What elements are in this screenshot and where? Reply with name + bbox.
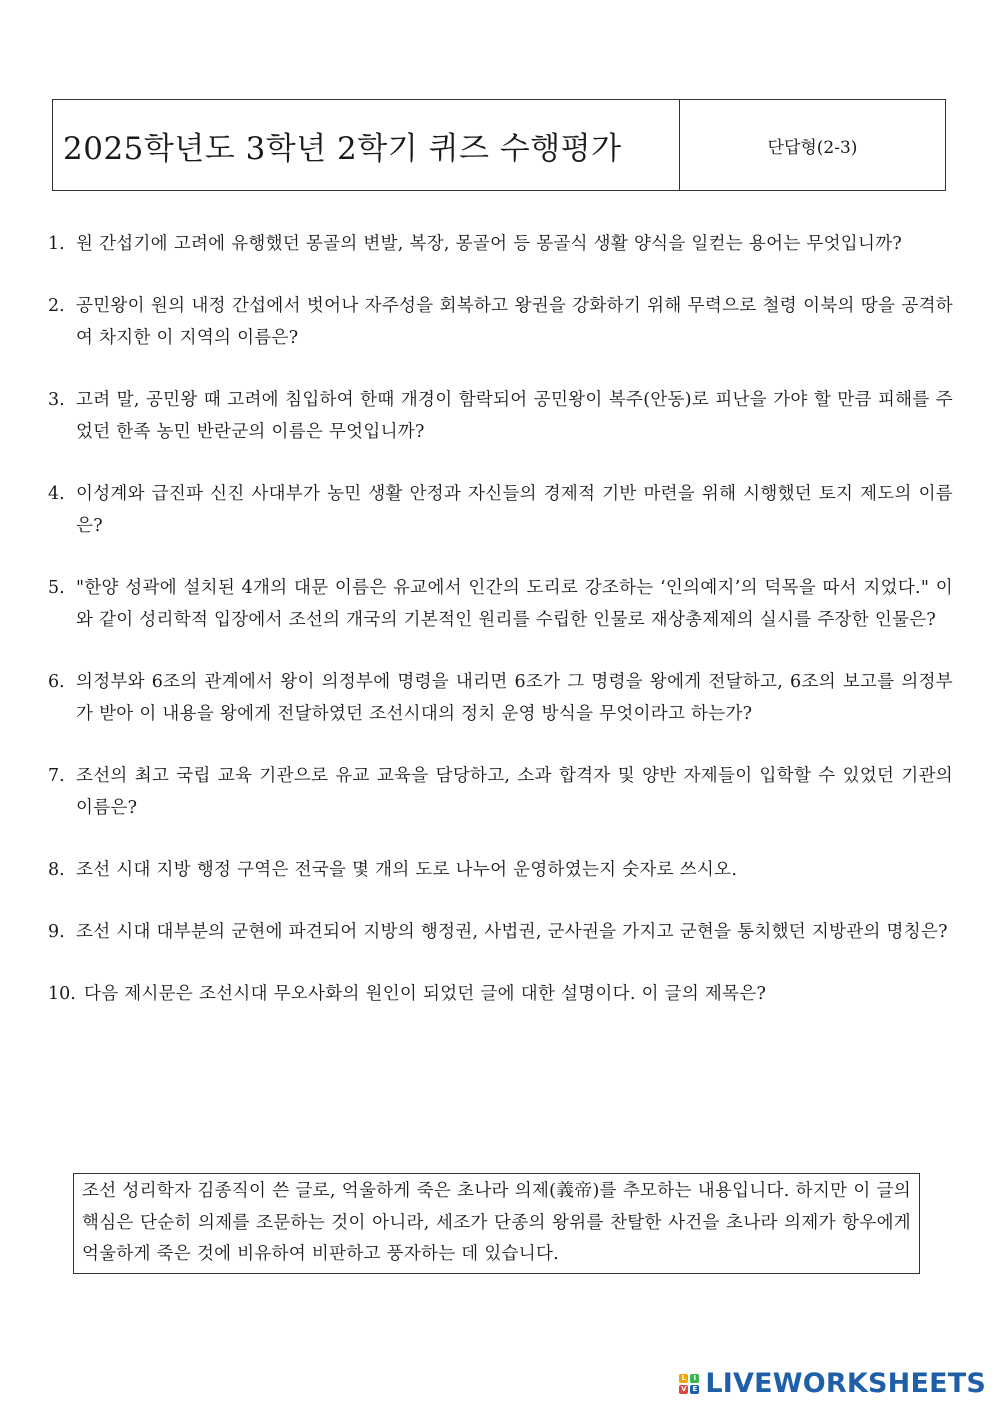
- question-number: 2.: [48, 296, 65, 316]
- question-text: 의정부와 6조의 관계에서 왕이 의정부에 명령을 내리면 6조가 그 명령을 왕에게 전달하고, 6조의 보고를 의정부가 받아 이 내용을 왕에게 전달하였던 조선시대의 정치 운영 방식을 무엇이라고 하는가?: [76, 672, 953, 724]
- question-10: [48, 978, 953, 1010]
- logo-mark-icon: [679, 1374, 699, 1394]
- question-number: 7.: [48, 766, 65, 786]
- liveworksheets-logo: [679, 1368, 986, 1399]
- worksheet-title: 2025학년도 3학년 2학기 퀴즈 수행평가: [53, 100, 680, 190]
- question-text: 조선 시대 대부분의 군현에 파견되어 지방의 행정권, 사법권, 군사권을 가지고 군현을 통치했던 지방관의 명칭은?: [76, 922, 948, 942]
- question-number: 6.: [48, 672, 65, 692]
- question-type-label: 단답형(2-3): [767, 137, 858, 158]
- question-text: "한양 성곽에 설치된 4개의 대문 이름은 유교에서 인간의 도리로 강조하는 ‘인의예지’의 덕목을 따서 지었다." 이와 같이 성리학적 입장에서 조선의 개국의 기본적인 원리를 수립한 인물로 재상총제제의 실시를 주장한 인물은?: [76, 578, 953, 630]
- question-6: [48, 666, 953, 730]
- logo-mark-letter: V: [681, 1384, 687, 1393]
- passage-box: 조선 성리학자 김종직이 쓴 글로, 억울하게 죽은 초나라 의제(義帝)를 추모하는 내용입니다. 하지만 이 글의 핵심은 단순히 의제를 조문하는 것이 아니라, 세조가 단종의 왕위를 찬탈한 사건을 초나라 의제가 항우에게 억울하게 죽은 것에 비유하여 비판하고 풍자하는 데 있습니다.: [73, 1173, 920, 1274]
- question-3: [48, 384, 953, 448]
- question-5: [48, 572, 953, 636]
- question-number: 3.: [48, 390, 65, 410]
- question-1: [48, 228, 953, 260]
- question-text: 조선 시대 지방 행정 구역은 전국을 몇 개의 도로 나누어 운영하였는지 숫자로 쓰시오.: [76, 860, 738, 880]
- question-text: 조선의 최고 국립 교육 기관으로 유교 교육을 담당하고, 소과 합격자 및 양반 자제들이 입학할 수 있었던 기관의 이름은?: [76, 766, 953, 818]
- question-text: 고려 말, 공민왕 때 고려에 침입하여 한때 개경이 함락되어 공민왕이 복주(안동)로 피난을 가야 할 만큼 피해를 주었던 한족 농민 반란군의 이름은 무엇입니까?: [76, 390, 953, 442]
- question-number: 5.: [48, 578, 65, 598]
- question-7: [48, 760, 953, 824]
- question-text: 공민왕이 원의 내정 간섭에서 벗어나 자주성을 회복하고 왕권을 강화하기 위해 무력으로 철령 이북의 땅을 공격하여 차지한 이 지역의 이름은?: [76, 296, 953, 348]
- question-number: 1.: [48, 234, 65, 254]
- question-2: [48, 290, 953, 354]
- logo-mark-letter: E: [690, 1385, 699, 1394]
- question-9: [48, 916, 953, 948]
- question-number: 10.: [48, 984, 76, 1004]
- question-4: [48, 478, 953, 542]
- question-number: 9.: [48, 922, 65, 942]
- question-text: 이성계와 급진파 신진 사대부가 농민 생활 안정과 자신들의 경제적 기반 마련을 위해 시행했던 토지 제도의 이름은?: [76, 484, 953, 536]
- header-box: [52, 99, 946, 191]
- question-number: 8.: [48, 860, 65, 880]
- question-8: [48, 854, 953, 886]
- logo-text: LIVEWORKSHEETS: [705, 1368, 986, 1399]
- question-text: 다음 제시문은 조선시대 무오사화의 원인이 되었던 글에 대한 설명이다. 이 글의 제목은?: [84, 984, 767, 1004]
- question-number: 4.: [48, 484, 65, 504]
- question-list: [48, 228, 953, 1014]
- logo-mark-letter: I: [690, 1374, 699, 1383]
- question-text: 원 간섭기에 고려에 유행했던 몽골의 변발, 복장, 몽골어 등 몽골식 생활 양식을 일컫는 용어는 무엇입니까?: [76, 234, 903, 254]
- logo-mark-letter: L: [679, 1374, 688, 1383]
